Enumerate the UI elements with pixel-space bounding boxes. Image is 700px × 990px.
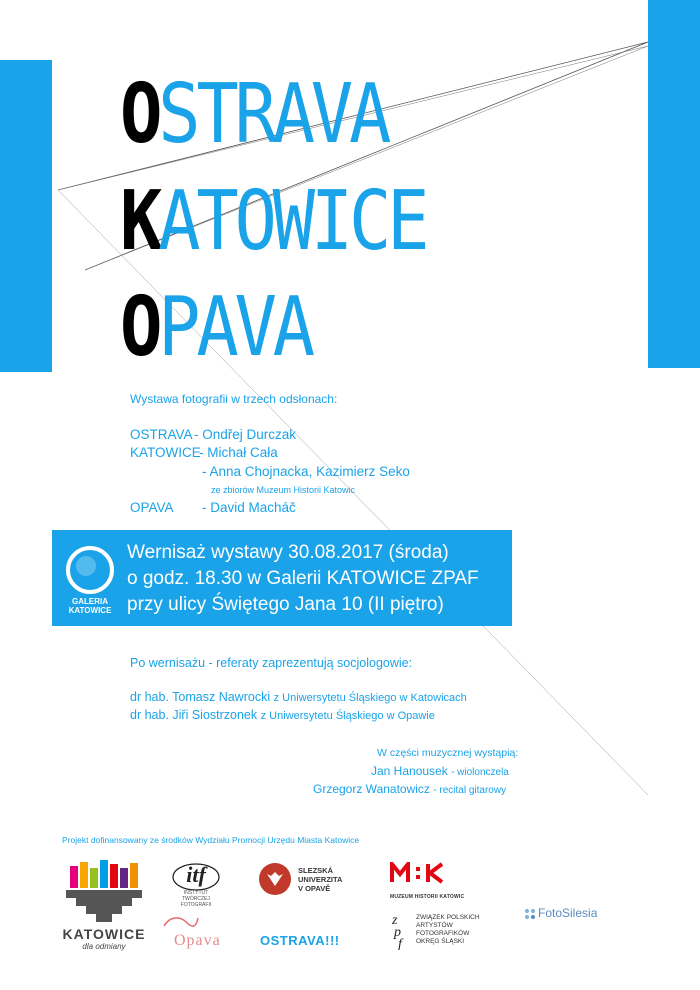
svg-text:p: p: [394, 925, 401, 940]
opava-swirl-icon: [160, 914, 200, 930]
svg-text:z: z: [392, 913, 398, 928]
author-name-cala: - Michał Cała: [199, 445, 278, 460]
katowice-logo-text: KATOWICE: [62, 926, 146, 942]
zpaf-line-3: FOTOGRAFIKÓW: [416, 930, 470, 937]
author-name-durczak: - Ondřej Durczak: [194, 427, 297, 442]
title-rest-atowice: ATOWICE: [158, 174, 426, 269]
fotosilesia-text: FotoSilesia: [538, 906, 598, 920]
fotosilesia-dots-icon: [524, 908, 538, 922]
galeria-ring-icon: [66, 546, 114, 594]
title-ostrava: [120, 67, 388, 162]
muzeum-historii-katowic-logo: [390, 862, 490, 898]
mk-sub-text: MUZEUM HISTORII KATOWIC: [390, 894, 465, 900]
talk-line-1: [130, 690, 467, 704]
role-cello: - wiolonczela: [451, 767, 509, 778]
music-line-1: [371, 764, 509, 778]
role-guitar: - recital gitarowy: [433, 785, 507, 796]
performer-hanousek: Jan Hanousek: [371, 764, 448, 778]
zpaf-line-1: ZWIĄZEK POLSKICH: [416, 914, 480, 921]
galeria-label-2: KATOWICE: [68, 606, 112, 615]
author-city-katowice: KATOWICE: [130, 445, 201, 460]
galeria-logo-label: [62, 597, 118, 615]
slu-line-1: SLEZSKÁ: [298, 866, 334, 875]
affiliation-katowice: z Uniwersytetu Śląskiego w Katowicach: [273, 692, 467, 704]
author-name-machac: - David Macháč: [202, 500, 296, 515]
slu-line-3: V OPAVĚ: [298, 884, 331, 893]
talk-line-2: [130, 708, 435, 722]
slu-line-2: UNIVERZITA: [298, 875, 343, 884]
svg-text:f: f: [398, 937, 402, 950]
zpaf-line-2: ARTYSTÓW: [416, 922, 453, 929]
banner-line-2: o godz. 18.30 w Galerii KATOWICE ZPAF: [127, 568, 479, 589]
author-city-opava: OPAVA: [130, 500, 174, 515]
banner-line-1: Wernisaż wystawy 30.08.2017 (środa): [127, 542, 449, 563]
title-initial-o1: O: [120, 67, 159, 162]
title-opava: [120, 280, 311, 375]
katowice-logo-sub: dla odmiany: [82, 942, 126, 951]
collection-note: ze zbiorów Muzeum Historii Katowic: [211, 485, 356, 495]
banner-text: [127, 540, 479, 618]
author-city-ostrava: OSTRAVA: [130, 427, 193, 442]
ostrava-logo: OSTRAVA!!!: [260, 933, 340, 948]
title-initial-k: K: [120, 174, 159, 269]
title-katowice: [120, 174, 426, 269]
itf-text: itf: [186, 862, 206, 887]
opava-logo-text: Opava: [174, 932, 221, 949]
slu-text: [298, 866, 342, 893]
zpaf-logo: [390, 910, 500, 954]
music-intro: W części muzycznej wystąpią:: [377, 747, 519, 759]
fotosilesia-logo: [524, 906, 634, 926]
talks-intro: Po wernisażu - referaty zaprezentują socjologowie:: [130, 656, 413, 670]
funding-note: Projekt dofinansowany ze środków Wydziału Promocji Urzędu Miasta Katowice: [62, 835, 360, 845]
galeria-label-1: GALERIA: [72, 597, 108, 606]
banner-line-3: przy ulicy Świętego Jana 10 (II piętro): [127, 594, 444, 615]
title-initial-o2: O: [120, 280, 159, 375]
performer-wanatowicz: Grzegorz Wanatowicz: [313, 782, 430, 796]
katowice-logo: [58, 860, 150, 960]
slezska-univerzita-logo: [258, 862, 358, 898]
speaker-siostrzonek: dr hab. Jiři Siostrzonek: [130, 708, 258, 722]
university-seal-icon: [258, 862, 292, 896]
exhibition-subtitle: Wystawa fotografii w trzech odsłonach:: [130, 392, 338, 406]
zpaf-mark-icon: [390, 910, 412, 950]
affiliation-opawa: z Uniwersytetu Śląskiego w Opawie: [260, 710, 435, 722]
galeria-katowice-logo: [62, 546, 118, 616]
title-rest-strava: STRAVA: [158, 67, 388, 162]
music-line-2: [313, 782, 506, 796]
author-name-chojnacka-seko: - Anna Chojnacka, Kazimierz Seko: [202, 464, 410, 479]
zpaf-text: [416, 914, 480, 946]
katowice-logo-icon: [58, 860, 150, 922]
zpaf-line-4: OKRĘG ŚLĄSKI: [416, 938, 465, 945]
opava-logo: [160, 914, 240, 954]
mk-logo-icon: [390, 862, 460, 884]
itf-logo: [168, 862, 224, 910]
itf-sub-2: TWÓRCZEJ FOTOGRAFII: [180, 896, 212, 908]
title-rest-pava: PAVA: [158, 280, 311, 375]
itf-sub-1: INSTYTUT: [183, 890, 209, 896]
speaker-nawrocki: dr hab. Tomasz Nawrocki: [130, 690, 271, 704]
